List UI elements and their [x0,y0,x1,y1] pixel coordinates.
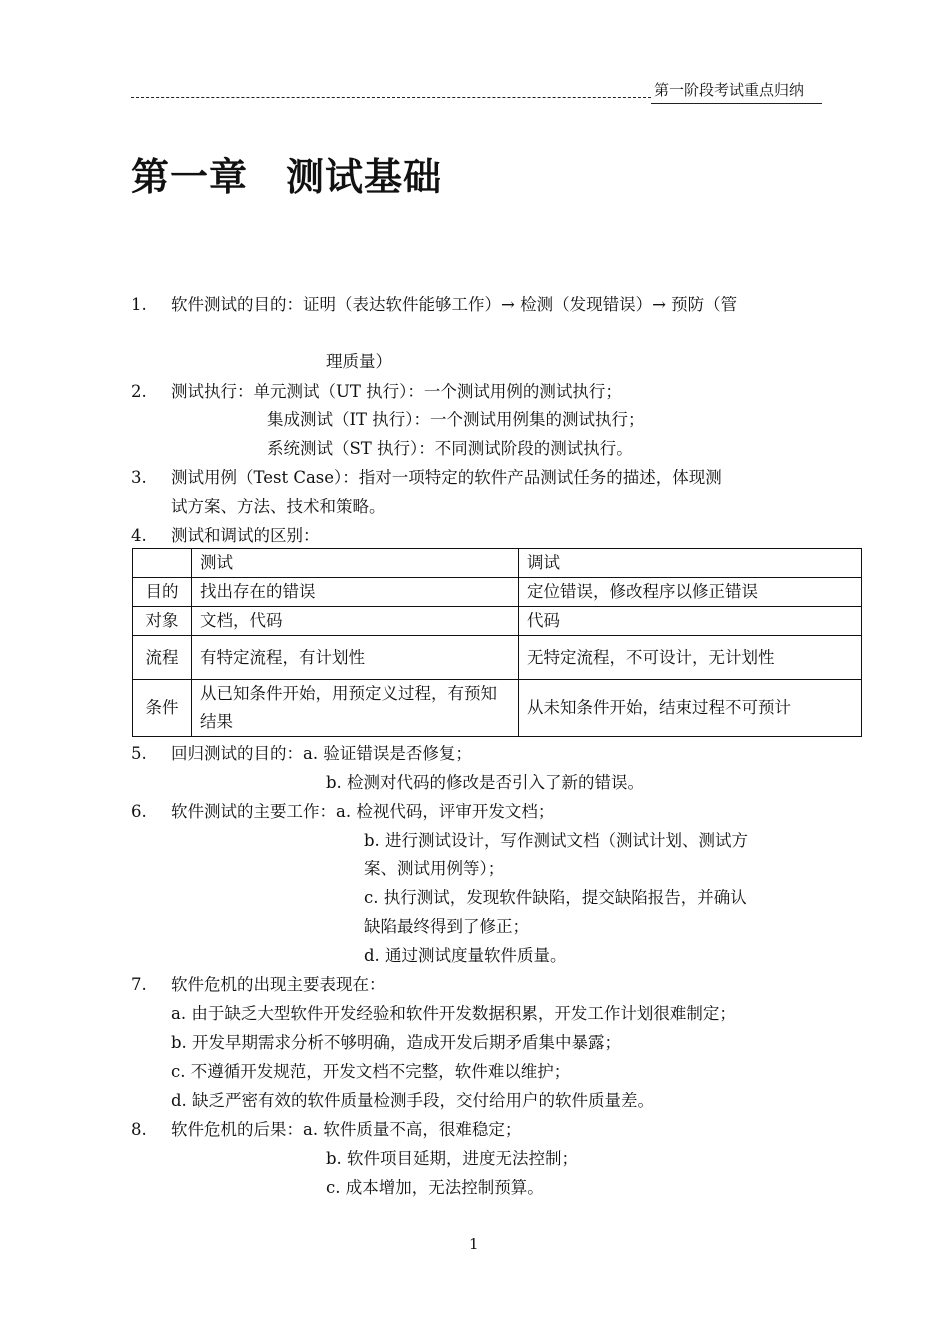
item-6-line-5: 缺陷最终得到了修正； [364,917,529,936]
item-6-line-6: d. 通过测试度量软件质量。 [364,946,567,965]
table-row [133,636,862,680]
item-7-sub-a: a. 由于缺乏大型软件开发经验和软件开发数据积累，开发工作计划很难制定； [171,1004,736,1023]
item-8-line-2: b. 软件项目延期，进度无法控制； [326,1149,579,1168]
row-label: 对象 [133,607,192,636]
item-6-line-2: b. 进行测试设计，写作测试文档（测试计划、测试方 [364,831,749,850]
header-rule-dashed [131,97,651,98]
item-6-line-4: c. 执行测试，发现软件缺陷，提交缺陷报告，并确认 [364,888,747,907]
item-4-number: 4. [131,526,147,545]
header-rule [651,103,822,104]
item-1-text-cont: 理质量） [326,352,392,371]
row-label: 流程 [133,636,192,680]
item-2-number: 2. [131,382,147,401]
chapter-title [131,146,442,201]
table-row [133,607,862,636]
item-1-text: 软件测试的目的：证明（表达软件能够工作）→ 检测（发现错误）→ 预防（管 [171,295,738,314]
table-header-row [133,549,862,578]
item-5-line-2: b. 检测对代码的修改是否引入了新的错误。 [326,773,645,792]
item-7-sub-d: d. 缺乏严密有效的软件质量检测手段，交付给用户的软件质量差。 [171,1091,655,1110]
item-5-number: 5. [131,744,147,763]
item-7-line-1: 软件危机的出现主要表现在： [171,975,386,994]
item-5-line-1: 回归测试的目的：a. 验证错误是否修复； [171,744,472,763]
item-4-line-1: 测试和调试的区别： [171,526,320,545]
item-7-sub-c: c. 不遵循开发规范，开发文档不完整，软件难以维护； [171,1062,571,1081]
row-label: 目的 [133,578,192,607]
table-header-cell: 测试 [192,549,519,578]
debug-cell: 代码 [519,607,862,636]
item-8-number: 8. [131,1120,147,1139]
test-cell: 文档，代码 [192,607,519,636]
debug-cell: 定位错误，修改程序以修正错误 [519,578,862,607]
test-cell: 找出存在的错误 [192,578,519,607]
chapter-number: 第一章 [131,155,249,199]
item-3-line-2: 试方案、方法、技术和策略。 [171,497,386,516]
item-2-line-1: 测试执行：单元测试（UT 执行）：一个测试用例的测试执行； [171,382,622,401]
item-7-number: 7. [131,975,147,994]
test-cell: 从已知条件开始，用预定义过程，有预知结果 [192,680,519,737]
comparison-table [132,548,862,737]
item-7-sub-b: b. 开发早期需求分析不够明确，造成开发后期矛盾集中暴露； [171,1033,622,1052]
chapter-name: 测试基础 [286,155,443,199]
table-row [133,680,862,737]
running-header: 第一阶段考试重点归纳 [654,81,805,99]
debug-cell: 无特定流程，不可设计，无计划性 [519,636,862,680]
item-3-number: 3. [131,468,147,487]
table-header-cell [133,549,192,578]
page-number: 1 [469,1235,479,1253]
item-6-number: 6. [131,802,147,821]
debug-cell: 从未知条件开始，结束过程不可预计 [519,680,862,737]
table-row [133,578,862,607]
item-1-number: 1. [131,295,147,314]
item-8-line-1: 软件危机的后果：a. 软件质量不高，很难稳定； [171,1120,522,1139]
item-8-line-3: c. 成本增加，无法控制预算。 [326,1178,544,1197]
item-3-line-1: 测试用例（Test Case）：指对一项特定的软件产品测试任务的描述，体现测 [171,468,722,487]
item-6-line-1: 软件测试的主要工作：a. 检视代码，评审开发文档； [171,802,555,821]
row-label: 条件 [133,680,192,737]
test-cell: 有特定流程，有计划性 [192,636,519,680]
item-2-line-3: 系统测试（ST 执行）：不同测试阶段的测试执行。 [267,439,633,458]
item-2-line-2: 集成测试（IT 执行）：一个测试用例集的测试执行； [267,410,645,429]
item-6-line-3: 案、测试用例等）； [364,859,505,878]
table-header-cell: 调试 [519,549,862,578]
